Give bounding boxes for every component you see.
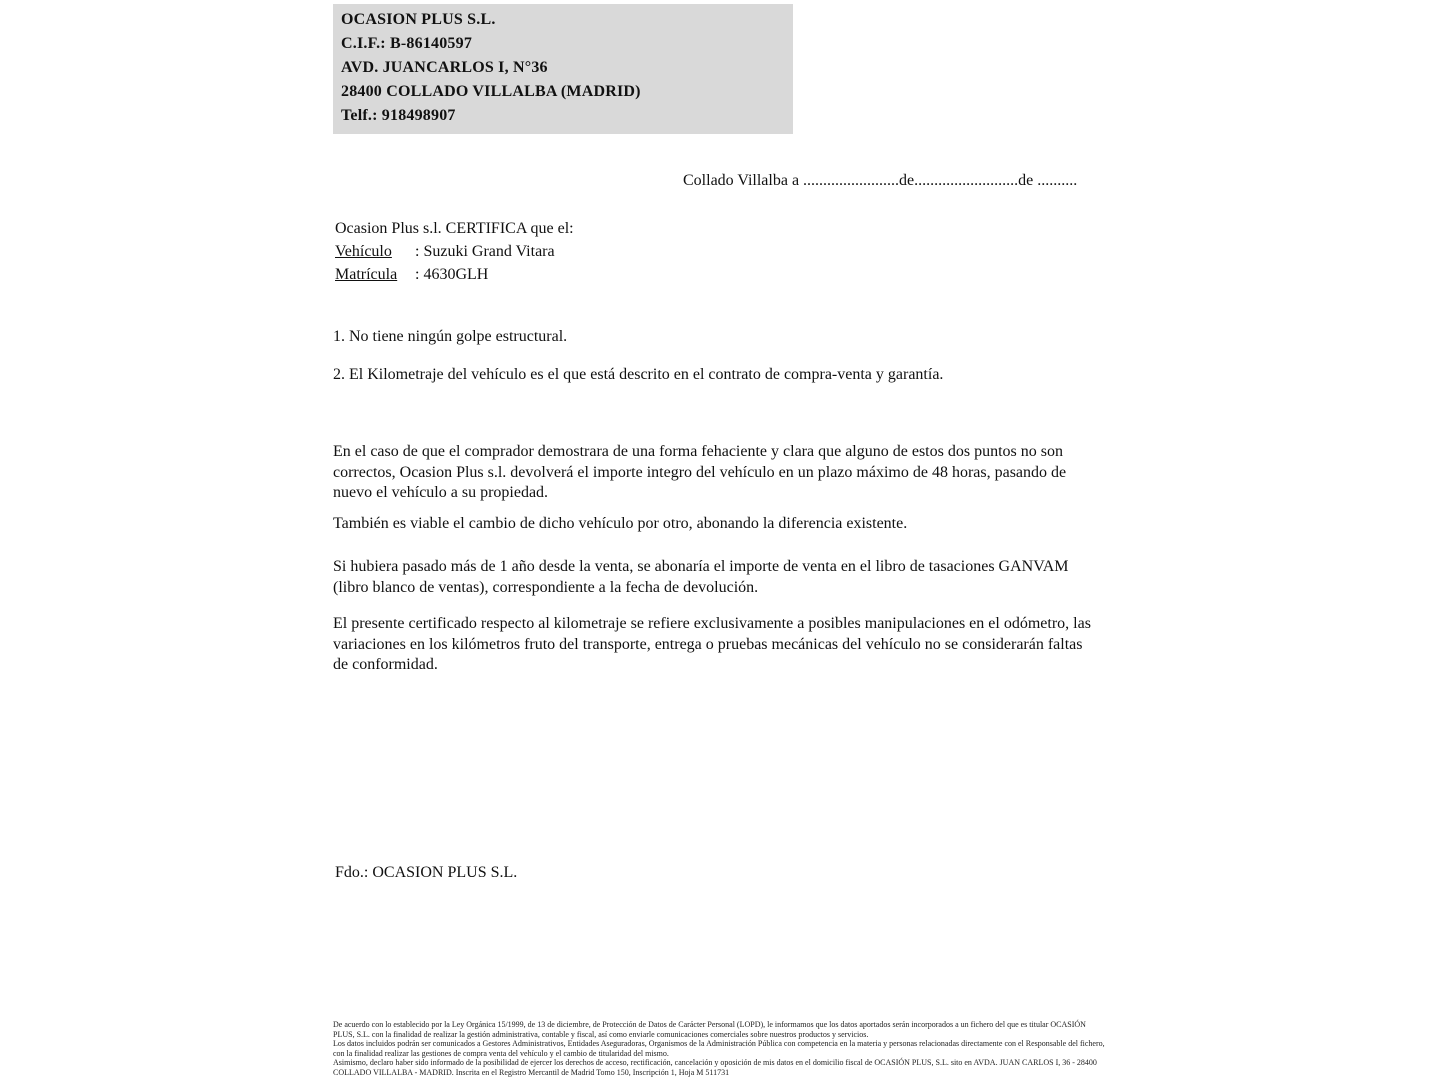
vehicle-row	[335, 240, 574, 263]
plate-value: : 4630GLH	[415, 266, 489, 283]
date-line: Collado Villalba a ........................de..........................de ..........	[683, 172, 1078, 189]
certification-block	[335, 217, 574, 286]
legal-footer-block	[333, 1020, 1105, 1077]
point-1: 1. No tiene ningún golpe estructural.	[333, 328, 568, 345]
paragraph-refund: En el caso de que el comprador demostrara de una forma fehaciente y clara que alguno de estos dos puntos no son correctos, Ocasion Plus s.l. devolverá el importe integro del vehículo en un plazo máximo de 48 horas, pasando de nuevo el vehículo a su propiedad.	[333, 443, 1067, 501]
paragraph-exchange: También es viable el cambio de dicho vehículo por otro, abonando la diferencia existente.	[333, 515, 908, 532]
company-name: OCASION PLUS S.L.	[341, 11, 496, 28]
company-address: AVD. JUANCARLOS I, N°36	[341, 59, 548, 76]
certify-intro: Ocasion Plus s.l. CERTIFICA que el:	[335, 220, 574, 237]
plate-row	[335, 263, 574, 286]
signature-line: Fdo.: OCASION PLUS S.L.	[335, 864, 518, 881]
company-header-block	[333, 4, 793, 134]
company-phone: Telf.: 918498907	[341, 107, 456, 124]
vehicle-value: : Suzuki Grand Vitara	[415, 243, 555, 260]
footer-line-rights: Asimismo, declaro haber sido informado de la posibilidad de ejercer los derechos de acceso, rectificación, cancelación y oposición de mis datos en el domicilio fiscal de OCASIÓN PLUS, S.L. sito en AVDA. JUAN CARLOS I, 36 - 28400 COLLADO VILLALBA - MADRID. Inscrita en el Registro Mercantil de Madrid Tomo 150, Inscripción 1, Hoja M 511731	[333, 1058, 1097, 1077]
paragraph-ganvam: Si hubiera pasado más de 1 año desde la venta, se abonaría el importe de venta en el libro de tasaciones GANVAM (libro blanco de ventas), correspondiente a la fecha de devolución.	[333, 558, 1069, 596]
point-2: 2. El Kilometraje del vehículo es el que está descrito en el contrato de compra-venta y garantía.	[333, 366, 944, 383]
footer-line-data-sharing: Los datos incluidos podrán ser comunicados a Gestores Administrativos, Entidades Aseguradoras, Organismos de la Administración Pública con competencia en la materia y personas relacionadas directamente con el Responsable del fichero, con la finalidad realizar las gestiones de compra venta del vehículo y el cambio de titularidad del mismo.	[333, 1039, 1105, 1058]
footer-line-lopd: De acuerdo con lo establecido por la Ley Orgánica 15/1999, de 13 de diciembre, de Protección de Datos de Carácter Personal (LOPD), le informamos que los datos aportados serán incorporados a un fichero del que es titular OCASIÓN PLUS, S.L. con la finalidad de realizar la gestión administrativa, contable y fiscal, así como enviarle comunicaciones comerciales sobre nuestros productos y servicios.	[333, 1020, 1086, 1039]
company-cif: C.I.F.: B-86140597	[341, 35, 473, 52]
paragraph-odometer: El presente certificado respecto al kilometraje se refiere exclusivamente a posibles manipulaciones en el odómetro, las variaciones en los kilómetros fruto del transporte, entrega o pruebas mecánicas del vehículo no se considerarán faltas de conformidad.	[333, 615, 1091, 673]
plate-label: Matrícula	[335, 266, 398, 283]
vehicle-label: Vehículo	[335, 243, 392, 260]
company-city: 28400 COLLADO VILLALBA (MADRID)	[341, 83, 641, 100]
